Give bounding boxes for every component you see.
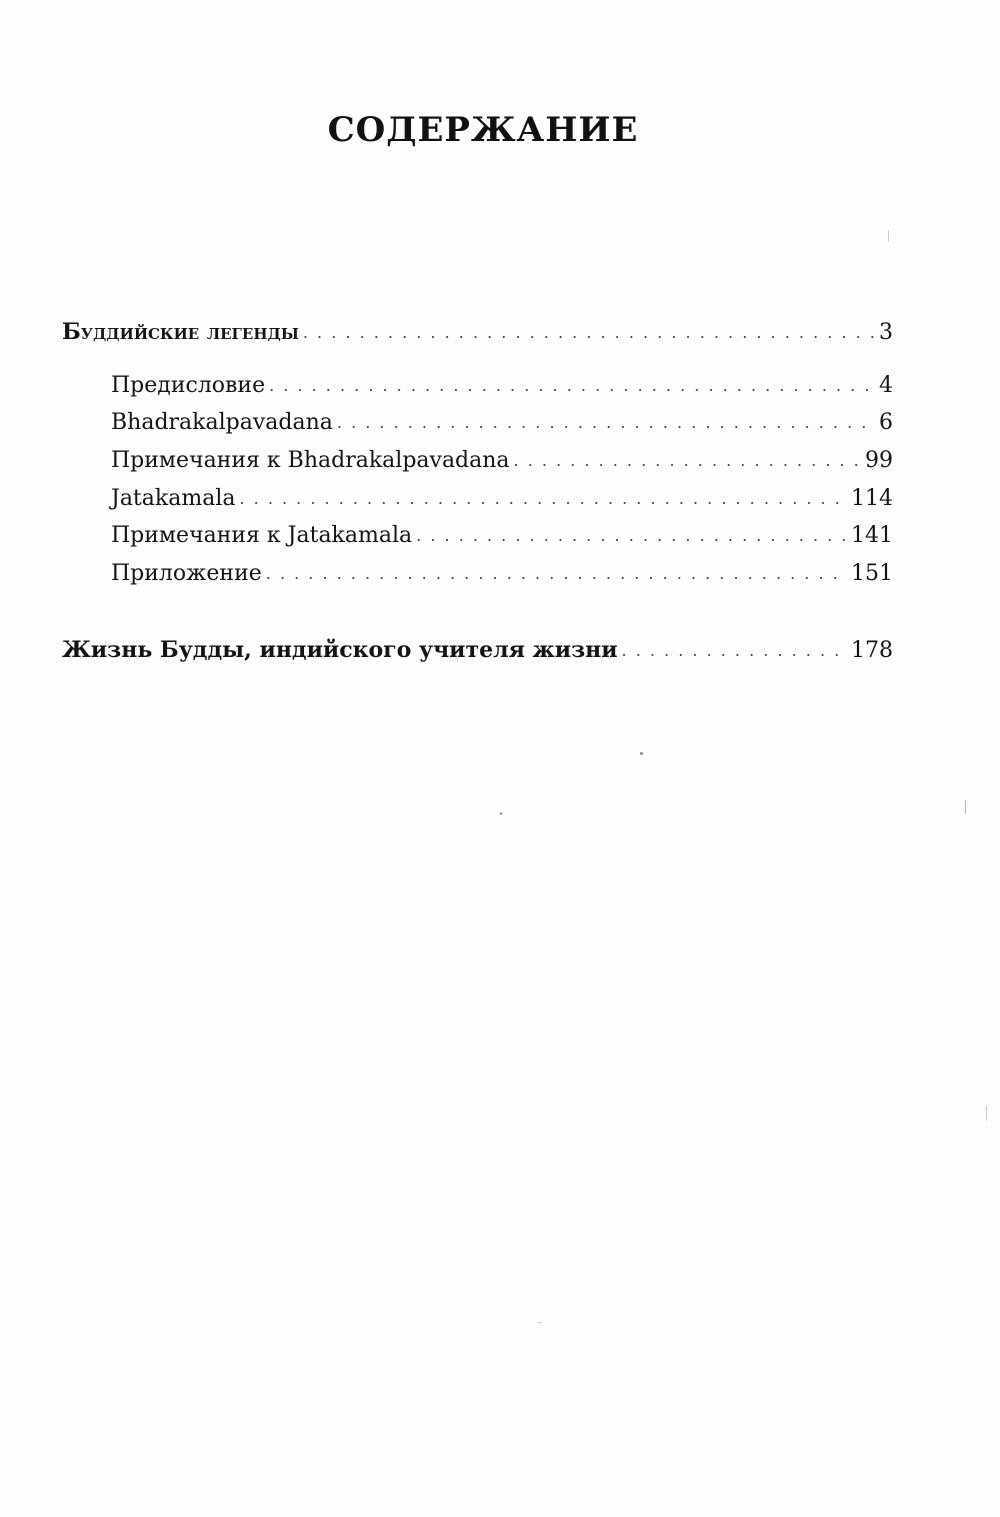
toc-entry[interactable] bbox=[111, 558, 893, 590]
toc-entry-part-1[interactable] bbox=[62, 316, 893, 348]
toc-entry-page-number: 151 bbox=[851, 561, 893, 586]
scan-speck bbox=[538, 1322, 541, 1323]
dot-leader bbox=[303, 317, 875, 349]
scan-speck bbox=[500, 812, 502, 815]
dot-leader bbox=[269, 370, 875, 402]
toc-entry-label: Bhadrakalpavadana bbox=[111, 410, 333, 435]
toc-entry-page-number: 141 bbox=[851, 523, 893, 548]
toc-entry-part-2[interactable] bbox=[62, 634, 893, 666]
toc-entry[interactable] bbox=[111, 445, 893, 477]
toc-entry-label: Буддийские легенды bbox=[62, 319, 299, 345]
toc-entry-label: Жизнь Будды, индийского учителя жизни bbox=[62, 637, 618, 663]
toc-entry-page-number: 178 bbox=[851, 638, 893, 663]
dot-leader bbox=[622, 635, 847, 667]
toc-entry[interactable] bbox=[111, 483, 893, 515]
toc-entry-label: Примечания к Bhadrakalpavadana bbox=[111, 448, 510, 473]
scan-speck bbox=[888, 230, 889, 242]
dot-leader bbox=[514, 445, 861, 477]
toc-entry-label: Примечания к Jatakamala bbox=[111, 523, 413, 548]
toc-entry-label: Приложение bbox=[111, 561, 262, 586]
page-title: СОДЕРЖАНИЕ bbox=[327, 110, 639, 150]
toc-entry-page-number: 114 bbox=[851, 486, 893, 511]
toc-entry-label: Jatakamala bbox=[111, 486, 236, 511]
dot-leader bbox=[416, 520, 847, 552]
toc-entry-page-number: 3 bbox=[879, 320, 893, 345]
toc-entry-label: Предисловие bbox=[111, 373, 266, 398]
toc-entry[interactable] bbox=[111, 370, 893, 402]
toc-entry[interactable] bbox=[111, 407, 893, 439]
scan-speck bbox=[986, 1105, 987, 1121]
toc-entry-page-number: 6 bbox=[879, 410, 893, 435]
scan-speck bbox=[640, 752, 643, 755]
dot-leader bbox=[266, 558, 847, 590]
toc-entry-page-number: 99 bbox=[865, 448, 893, 473]
toc-entry-page-number: 4 bbox=[879, 373, 893, 398]
dot-leader bbox=[239, 483, 847, 515]
toc-entry[interactable] bbox=[111, 520, 893, 552]
dot-leader bbox=[337, 407, 875, 439]
scan-speck bbox=[965, 800, 966, 814]
